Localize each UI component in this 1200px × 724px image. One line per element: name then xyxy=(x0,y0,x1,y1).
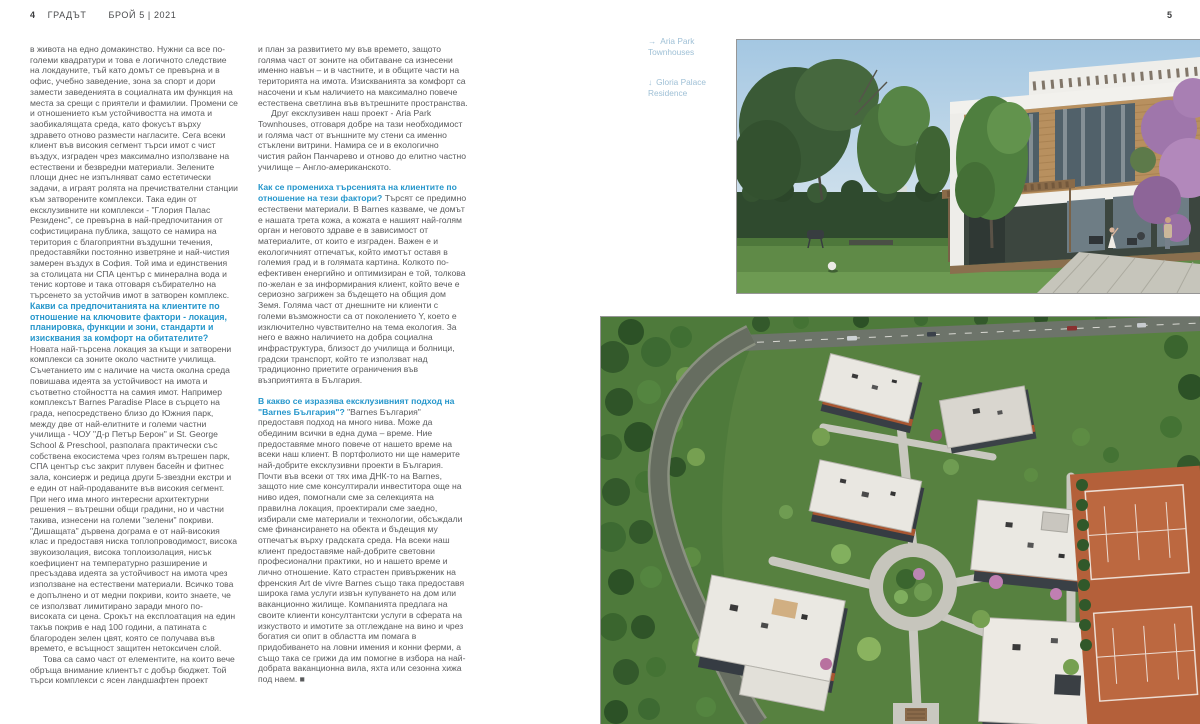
page-header-left xyxy=(30,10,176,20)
townhouse-render-illustration xyxy=(737,40,1200,293)
tennis-courts xyxy=(1070,466,1200,724)
left-page-number: 4 xyxy=(30,10,36,20)
gloria-palace-residence-aerial-photo xyxy=(601,317,1200,724)
caption-label: Aria Park Townhouses xyxy=(648,36,695,57)
paragraph: Това са само част от елементите, на които вече обръща внимание клиентът с добър бюджет. Той търси комплекси с ясен ландшафтен проект xyxy=(30,654,235,686)
caption-gloria-palace xyxy=(648,77,736,98)
photo-captions xyxy=(648,36,736,118)
paragraph: Новата най-търсена локация за къщи и затворени комплекси са зоните около частните училища. Съчетанието им с наличие на чиста околна среда повишава идеята за устойчивост на имота и съответно стойността на самия имот. Например комплексът Barnes Paradise Place в сърцето на града, непосредствено близо до Южния парк, между две от най-елитните и големи частни училища - ЧОУ "Д-р Петър Берон" и St. George School & Preschool, разполага практически със собствена екосистема чрез голям вътрешен парк, СПА център със закрит плувен басейн и фитнес зала, консиерж и редица други 5-звездни екстри и е един от най-продаваните във високия сегмент. При него има много интересни архитектурни решения – вътрешни общи градини, но и частни такива, изнесени на големи "зелени" покриви. "Дишащата" дървена дограма е от най-високия клас и предоставя ниска топлопроводимост, висока звукоизолация, висока топлоизолация, нисък коефициент на температурно разширение и пресъздава идеята за устойчивост на имота чрез използване на естествени материали. Всичко това е допълнено и от медни покриви, които знаете, че се използват лимитирано заради много по-високата си цена. Срокът на експлоатация на един такъв покрив е над 100 години, а патината с благороден зелен цвят, която се получава във времето, е всъщност защитен нетоксичен слой. xyxy=(30,343,237,654)
paragraph-with-runin-heading xyxy=(258,396,468,685)
aria-park-townhouses-photo xyxy=(737,40,1200,293)
paragraph: и план за развитието му във времето, защото голяма част от зоните на обитаване са изнесени именно навън – и в частните, и в общите части на територията на имота. Изискванията за комфорт са насочени и към наличието на максимално повече естествена светлина във вътрешните пространства. xyxy=(258,44,468,108)
section-heading-runin: В какво се изразява ексклузивният подход на "Barnes България"? xyxy=(258,395,455,417)
paragraph-text: Търсят се предимно естествени материали. В Barnes казваме, че домът е нашата трета кожа, а кожата е нашият най-голям орган и неговото здраве е в зависимост от материалите, от които е изграден. Важен е и екологичният отпечатък, който имотът оставя в големия град и в голямата картина. Колкото по-ефективен енергийно и оптимизиран е той, толкова по-желан е за информирания клиент, който вече е сериозно загрижен за бъдещето на общия дом Земя. Голяма част от днешните ни клиенти с големи възможности са от поколението Y, което е изключително чувствително на тема екология. За него е важно наличието на добра социална инфраструктура, близост до училища и болници, градски транспорт, който те използват над традиционно приетите ограничения във възприятията в България. xyxy=(258,193,467,386)
right-page-number: 5 xyxy=(1166,10,1172,20)
section-heading: Какви са предпочитанията на клиентите по отношение на ключовите фактори - локация, планировка, функции и зони, стандарти и изисквания за комфорт на обитателите? xyxy=(30,300,227,343)
paragraph: в живота на едно домакинство. Нужни са все по-големи квадратури и това е логичното следствие на локдауните, тъй като домът се превърна и в офис, учебно заведение, зона за спорт и дори замести заведенията в социалната им функция на места за срещи с приятели и фамилии. Промени се и отношението към устойчивостта на имота и заобикалящата среда, като фокусът върху здравето отново размести нагласите. Сега всеки клиент във високия сегмент търси имот с чист въздух, изграден чрез максимално използване на естествени и безвредни материали. Зелените площи днес не изпълняват само естетически задачи, а играят ролята на пречиствателни станции към затворените комплекси. Така един от ексклузивните ни комплекси - "Глория Палас Резиденс", се превърна в най-предпочитания от софистицирана публика, защото се намира на територия с благоприятни въздушни течения, предоставяйки постоянно изветряне и най-чистия замерен въздух в София. Той има и единствения за столицата ни СПА център с минерална вода и тенис кортове и така отговаря събирателно на търсенето за устойчив имот в затворен комплекс. xyxy=(30,44,238,301)
paragraph: Друг ексклузивен наш проект - Aria Park Townhouses, отговаря добре на тази необходимост и голяма част от външните му стени са именно стъклени витрини. Намира се и в екологично чистия район Панчарево и отново до елитно частно училище – Англо-американското. xyxy=(258,108,467,172)
magazine-title: ГРАДЪТ xyxy=(47,10,87,20)
paragraph-with-runin-heading xyxy=(258,182,468,385)
section-heading-runin: Как се промениха търсенията на клиентите по отношение на тези фактори? xyxy=(258,182,457,204)
arrow-down-icon: ↓ xyxy=(648,77,653,88)
arrow-right-icon: → xyxy=(648,36,657,46)
caption-label: Gloria Palace Residence xyxy=(648,77,706,98)
aerial-render-illustration xyxy=(601,317,1200,724)
article-column-1 xyxy=(30,44,238,686)
issue-label: БРОЙ 5 | 2021 xyxy=(108,10,177,20)
article-column-2 xyxy=(258,44,468,685)
caption-aria-park xyxy=(648,36,736,57)
paragraph-text: "Barnes България" предоставя подход на много нива. Може да обединим всички в една дума – време. Ние предоставяме много повече от нашето време на всеки наш клиент. В портфолиото ни ще намерите най-добрите ексклузивни проекти в България. Почти във всеки от тях има ДНК-то на Barnes, защото ние сме консултирали инвеститора още на ниво идея, помогнали сме за селекцията на правилна локация, проектирали сме заедно, избирали сме материали и технологии, обсъждали сме финансирането на обекта и бъдещия му отпечатък върху градската среда. На всеки наш клиент предоставяме най-добрите световни професионални практики, но и нашето време и лично отношение. Като страстен привърженик на френския Art de vivre Barnes също така предоставя широка гама услуги извън купуването на дом или ваканционно жилище. Компанията предлага на своите клиенти консултантски услуги в сферата на изкуството и имотите за отглеждане на вино и чрез богатия си опит в областта им помага в придобиването на ловни имения и конни ферми, а също така се грижи да им помогне в избора на най-добрата ваканционна вила, яхта или сезонна хижа под наем. ■ xyxy=(258,406,466,685)
